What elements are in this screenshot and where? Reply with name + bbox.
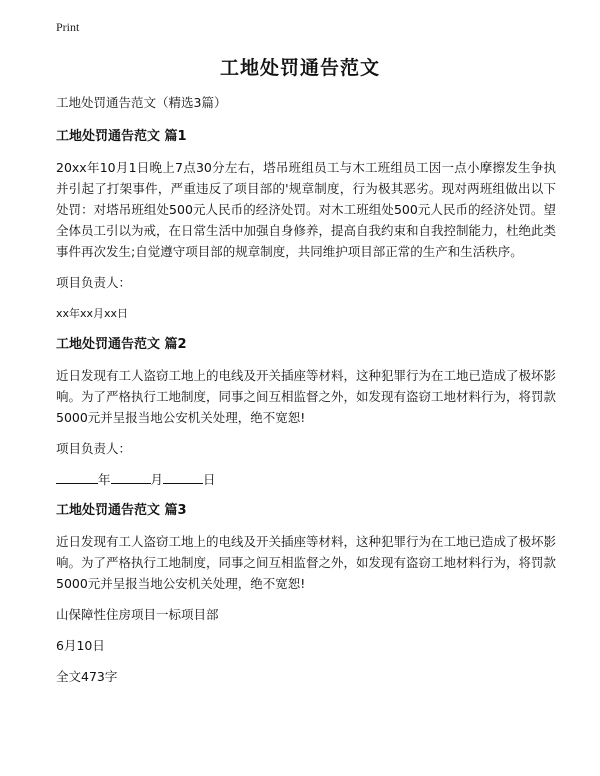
print-link[interactable]: Print [56, 20, 80, 34]
date-blank-line [56, 469, 556, 490]
department-line: 山保障性住房项目一标项目部 [56, 607, 219, 622]
month-label: 月 [150, 472, 164, 487]
year-blank [56, 470, 98, 484]
date-line-1: xx年xx月xx日 [56, 307, 129, 320]
section-heading-1: 工地处罚通告范文 篇1 [56, 129, 187, 144]
section-body-1: 20xx年10月1日晚上7点30分左右，塔吊班组员工与木工班组员工因一点小摩擦发生争执并引起了打架事件，严重违反了项目部的'规章制度，行为极其恶劣。现对两班组做出以下处罚：对塔吊班组处500元人民币的经济处罚。对木工班组处500元人民币的经济处罚。望全体员工引以为戒，在日常生活中加强自身修养，提高自我约束和自我控制能力，杜绝此类事件再次发生;自觉遵守项目部的规章制度，共同维护项目部正常的生产和生活秩序。 [56, 160, 557, 259]
section-heading-2: 工地处罚通告范文 篇2 [56, 337, 187, 352]
year-label: 年 [98, 472, 111, 487]
date-line-3: 6月10日 [56, 638, 105, 653]
month-blank [111, 470, 151, 484]
day-blank [163, 470, 203, 484]
document-body [56, 92, 556, 697]
section-heading-3: 工地处罚通告范文 篇3 [56, 503, 187, 518]
signer-line-1: 项目负责人： [56, 275, 132, 290]
word-count: 全文473字 [56, 669, 118, 684]
section-body-2: 近日发现有工人盗窃工地上的电线及开关插座等材料，这种犯罪行为在工地已造成了极坏影响。为了严格执行工地制度，同事之间互相监督之外，如发现有盗窃工地材料行为，将罚款5000元并呈报当地公安机关处理，绝不宽恕! [56, 368, 557, 425]
day-label: 日 [203, 472, 216, 487]
intro-line: 工地处罚通告范文（精选3篇） [56, 95, 227, 110]
document-title: 工地处罚通告范文 [219, 57, 380, 79]
section-body-3: 近日发现有工人盗窃工地上的电线及开关插座等材料，这种犯罪行为在工地已造成了极坏影响。为了严格执行工地制度，同事之间互相监督之外，如发现有盗窃工地材料行为，将罚款5000元并呈报当地公安机关处理，绝不宽恕! [56, 534, 557, 591]
signer-line-2: 项目负责人： [56, 441, 132, 456]
